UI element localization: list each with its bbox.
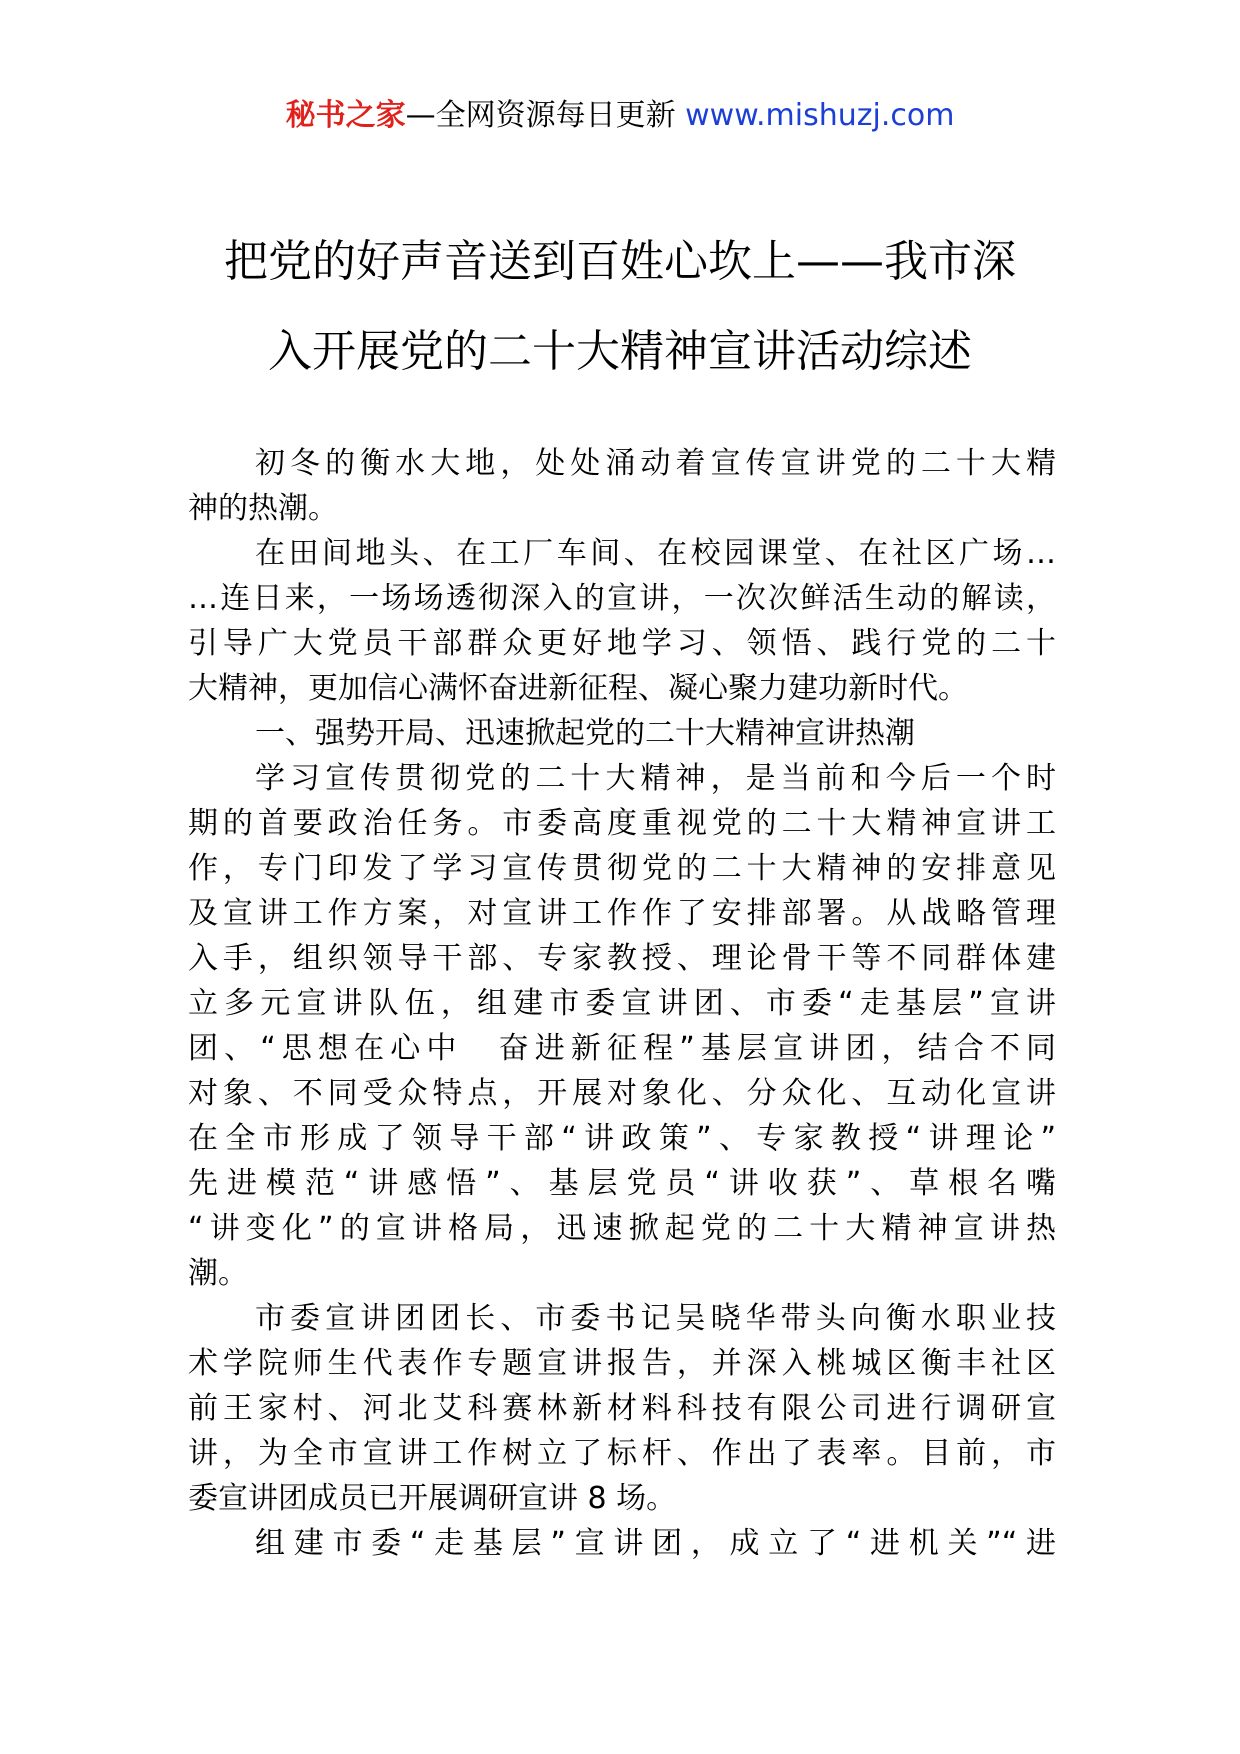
article-body [188, 441, 1056, 1566]
body-line: 神的热潮。 [188, 491, 338, 526]
site-header [0, 96, 1240, 136]
body-line: 作，专门印发了学习宣传贯彻党的二十大精神的安排意见 [188, 851, 1056, 886]
body-line: “讲变化”的宣讲格局，迅速掀起党的二十大精神宣讲热 [188, 1211, 1056, 1246]
site-tagline: —全网资源每日更新 [405, 98, 676, 133]
body-line: 前王家村、河北艾科赛林新材料科技有限公司进行调研宣 [188, 1391, 1056, 1426]
body-line: 初冬的衡水大地，处处涌动着宣传宣讲党的二十大精 [255, 446, 1056, 481]
body-line: 市委宣讲团团长、市委书记吴晓华带头向衡水职业技 [255, 1301, 1056, 1336]
section-heading: 一、强势开局、迅速掀起党的二十大精神宣讲热潮 [255, 716, 915, 751]
body-line: 入手，组织领导干部、专家教授、理论骨干等不同群体建 [188, 941, 1056, 976]
body-line: 期的首要政治任务。市委高度重视党的二十大精神宣讲工 [188, 806, 1056, 841]
body-line: 大精神，更加信心满怀奋进新征程、凝心聚力建功新时代。 [188, 671, 968, 706]
site-url-link[interactable]: www.mishuzj.com [685, 98, 955, 133]
article-title-line-1: 把党的好声音送到百姓心坎上——我市深 [224, 236, 1016, 287]
body-line: 委宣讲团成员已开展调研宣讲 8 场。 [188, 1481, 677, 1516]
body-line: 先进模范“讲感悟”、基层党员“讲收获”、草根名嘴 [188, 1166, 1056, 1201]
body-line: …连日来，一场场透彻深入的宣讲，一次次鲜活生动的解读， [188, 581, 1056, 616]
body-line: 及宣讲工作方案，对宣讲工作作了安排部署。从战略管理 [188, 896, 1056, 931]
body-line: 引导广大党员干部群众更好地学习、领悟、践行党的二十 [188, 626, 1056, 661]
body-line: 潮。 [188, 1256, 248, 1291]
article-title-line-2: 入开展党的二十大精神宣讲活动综述 [268, 326, 972, 377]
site-brand: 秘书之家 [285, 98, 406, 133]
body-line: 立多元宣讲队伍，组建市委宣讲团、市委“走基层”宣讲 [188, 986, 1056, 1021]
body-line: 讲，为全市宣讲工作树立了标杆、作出了表率。目前，市 [188, 1436, 1056, 1471]
body-line: 团、“思想在心中 奋进新征程”基层宣讲团，结合不同 [188, 1031, 1056, 1066]
body-line: 组建市委“走基层”宣讲团，成立了“进机关”“进 [255, 1526, 1056, 1561]
body-line: 对象、不同受众特点，开展对象化、分众化、互动化宣讲 [188, 1076, 1056, 1111]
body-line: 在田间地头、在工厂车间、在校园课堂、在社区广场… [255, 536, 1056, 571]
body-line: 学习宣传贯彻党的二十大精神，是当前和今后一个时 [255, 761, 1056, 796]
body-line: 在全市形成了领导干部“讲政策”、专家教授“讲理论” [188, 1121, 1056, 1156]
body-line: 术学院师生代表作专题宣讲报告，并深入桃城区衡丰社区 [188, 1346, 1056, 1381]
